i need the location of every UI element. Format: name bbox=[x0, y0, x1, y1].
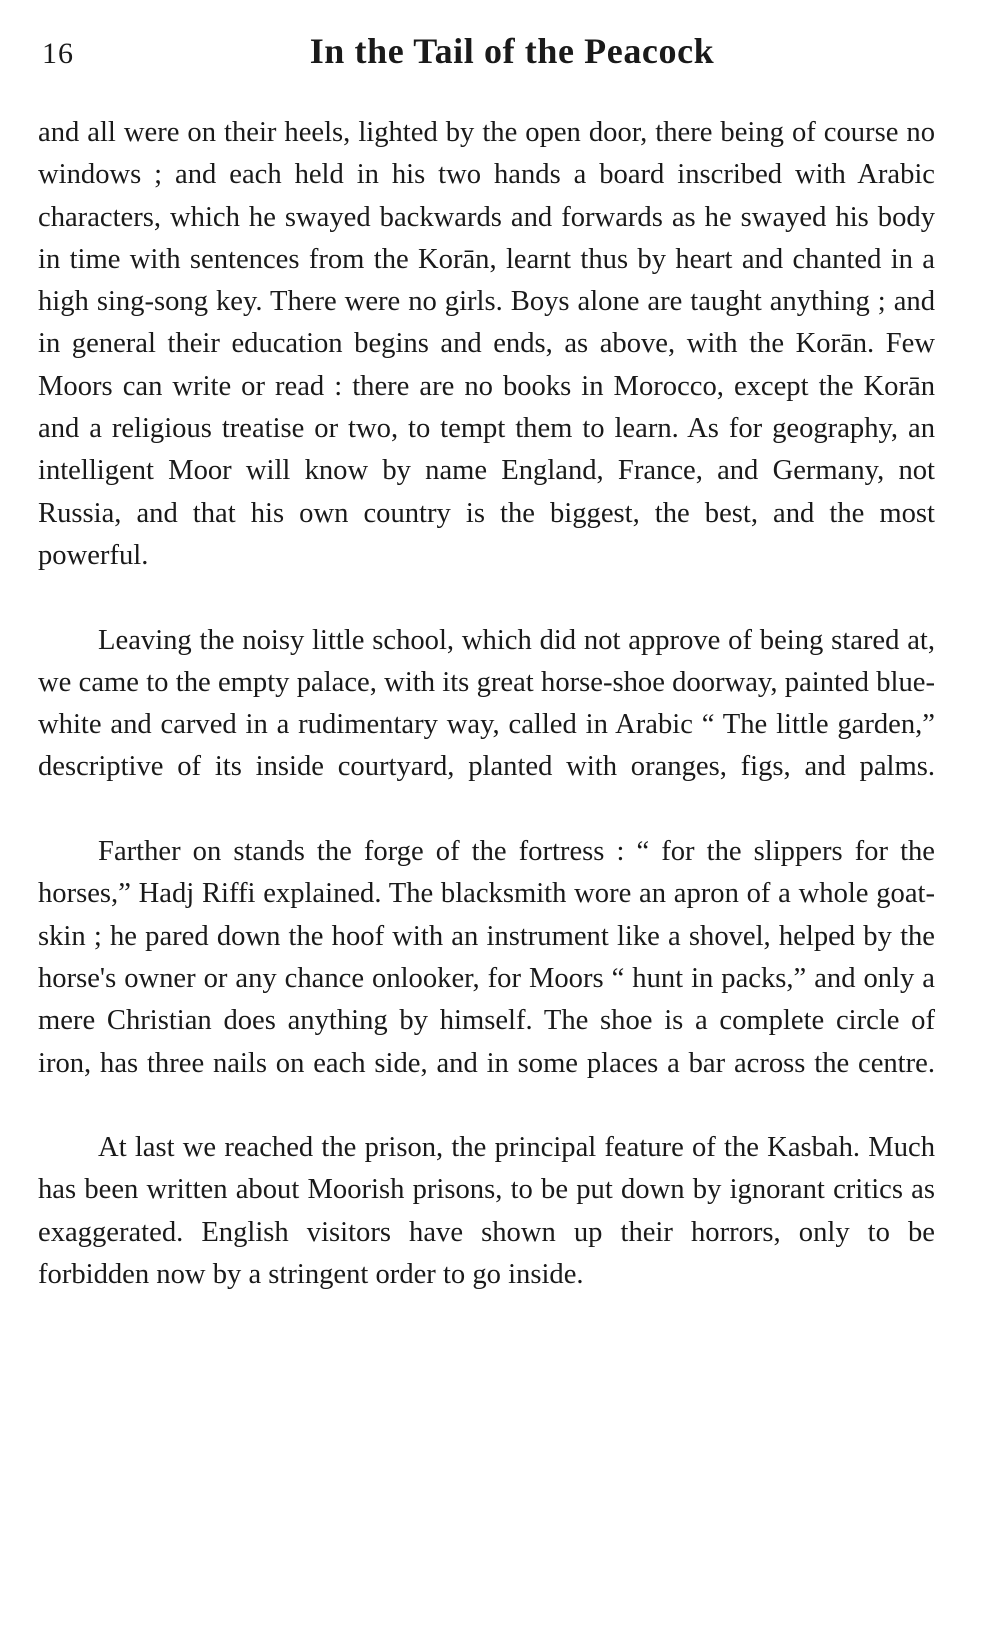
running-title: In the Tail of the Peacock bbox=[309, 31, 715, 71]
paragraph: and all were on their heels, lighted by the open door, there being of course no windows ; and each held in his two hands a board inscribed with Arabic characters, which he swayed backwards and forwards as he swayed his body in time with sentences from the Korān, learnt thus by heart and chanted in a high sing-song key. There were no girls. Boys alone are taught anything ; and in general their education begins and ends, as above, with the Korān. Few Moors can write or read : there are no books in Morocco, except the Korān and a religious treatise or two, to tempt them to learn. As for geography, an intelligent Moor will know by name England, France, and Germany, not Russia, and that his own country is the biggest, the best, and the most powerful. bbox=[38, 117, 935, 571]
paragraph: At last we reached the prison, the principal feature of the Kasbah. Much has been written about Moorish prisons, to be put down by ignorant critics as exaggerated. English visitors have shown up their horrors, only to be forbidden now by a stringent order to go inside. bbox=[38, 1132, 935, 1291]
paragraph: Farther on stands the forge of the fortress : “ for the slippers for the horses,” Hadj Riffi explained. The blacksmith wore an apron of a whole goat-skin ; he pared down the hoof with an instrument like a shovel, helped by the horse's owner or any chance onlooker, for Moors “ hunt in packs,” and only a mere Christian does anything by himself. The shoe is a complete circle of iron, has three nails on each side, and in some places a bar across the centre. bbox=[38, 836, 935, 1079]
paragraph: Leaving the noisy little school, which did not approve of being stared at, we came to the empty palace, with its great horse-shoe doorway, painted blue-white and carved in a rudimentary way, called in Arabic “ The little garden,” descriptive of its inside courtyard, planted with oranges, figs, and palms. bbox=[38, 624, 935, 783]
page-body bbox=[30, 112, 938, 1296]
page-header bbox=[30, 30, 938, 86]
page-number: 16 bbox=[42, 37, 74, 70]
